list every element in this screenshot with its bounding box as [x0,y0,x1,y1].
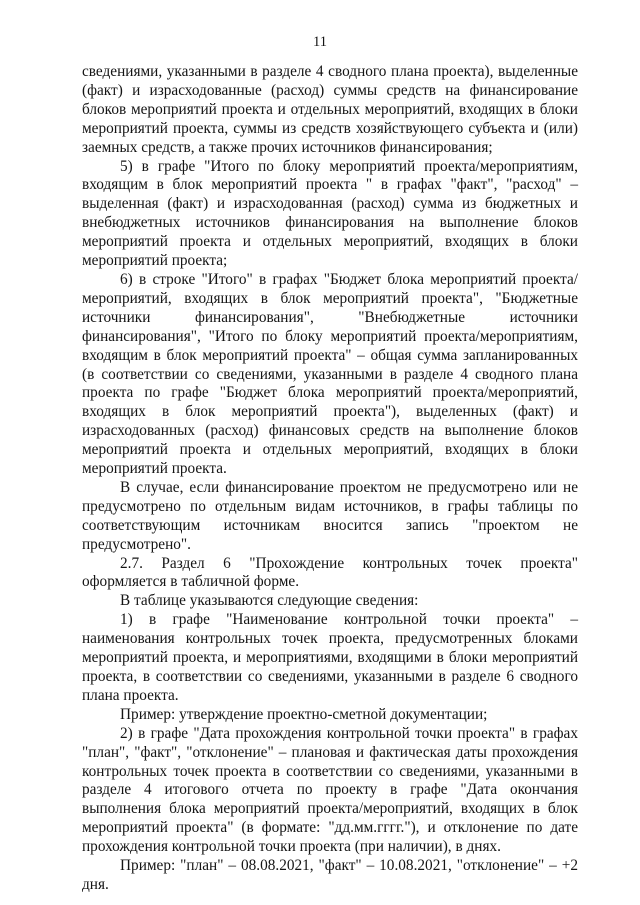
page-number: 11 [313,34,327,50]
paragraph-example-2: Пример: "план" – 08.08.2021, "факт" – 10.08.2021, "отклонение" – +2 дня. [82,857,578,893]
paragraph-table-intro: В таблице указываются следующие сведения: [120,592,419,610]
paragraph-section-2-7: 2.7. Раздел 6 "Прохождение контрольных точек проекта" оформляется в табличной форме. [82,554,578,591]
document-body [82,63,578,895]
paragraph-example-1: Пример: утверждение проектно-сметной документации; [120,705,488,723]
paragraph-item-6: 6) в строке "Итого" в графах "Бюджет блока мероприятий проекта/ мероприятий, входящих в блок мероприятий проекта", "Бюджетные источники финансирования", "Внебюджетные источники финансирования", "Итого по блоку мероприятий проекта/мероприятиям, входящим в блок мероприятий проекта" – общая сумма запланированных (в соответствии со сведениями, указанными в разделе 4 сводного плана проекта по графе "Бюджет блока мероприятий проекта/мероприятий, входящих в блок мероприятий проекта"), выделенных (факт) и израсходованных (расход) финансовых средств на выполнение блоков мероприятий проекта и отдельных мероприятий, входящих в блоки мероприятий проекта. [82,270,578,478]
paragraph-funding-continuation: сведениями, указанными в разделе 4 сводного плана проекта), выделенные (факт) и израсходованные (расход) суммы средств на финансирование блоков мероприятий проекта и отдельных мероприятий, входящих в блоки мероприятий проекта, суммы из средств хозяйствующего субъекта и (или) заемных средств, а также прочих источников финансирования; [82,63,578,156]
paragraph-checkpoint-name: 1) в графе "Наименование контрольной точки проекта" – наименования контрольных точек проекта, предусмотренных блоками мероприятий проекта, и мероприятиями, входящими в блоки мероприятий проекта, в соответствии со сведениями, указанными в разделе 6 сводного плана проекта. [82,611,578,704]
paragraph-item-5: 5) в графе "Итого по блоку мероприятий проекта/мероприятиям, входящим в блок мероприятий проекта " в графах "факт", "расход" – выделенная (факт) и израсходованная (расход) сумма из бюджетных и внебюджетных источников финансирования на выполнение блоков мероприятий проекта и отдельных мероприятий, входящих в блоки мероприятий проекта; [82,157,578,270]
paragraph-checkpoint-date: 2) в графе "Дата прохождения контрольной точки проекта" в графах "план", "факт", "отклонение" – плановая и фактическая даты прохождения контрольных точек проекта в соответствии со сведениями, указанными в разделе 4 итогового отчета по проекту в графе "Дата окончания выполнения блока мероприятий проекта/мероприятий, входящих в блок мероприятий проекта" (в формате: "дд.мм.гггг."), и отклонение по дате прохождения контрольной точки проекта (при наличии), в днях. [82,724,578,856]
paragraph-no-funding-case: В случае, если финансирование проектом не предусмотрено или не предусмотрено по отдельным видам источников, в графы таблицы по соответствующим источникам вносится запись "проектом не предусмотрено". [82,478,578,553]
